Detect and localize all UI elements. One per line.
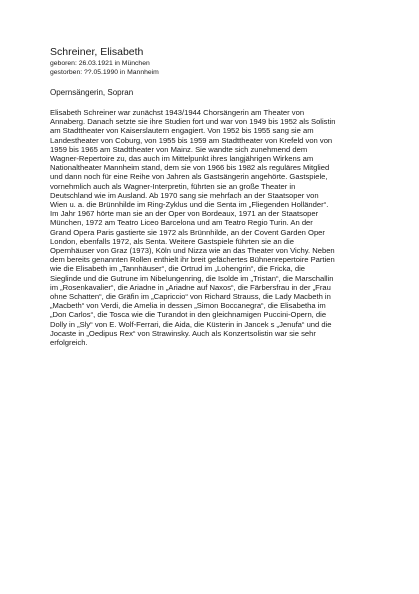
biography-line: 1959 bis 1965 am Stadttheater von Mainz. Sie wandte sich zunehmend dem <box>50 144 308 154</box>
biography-line: „Don Carlos“, die Tosca wie die Turandot in den gleichnamigen Puccini-Opern, die <box>50 310 327 320</box>
biography-line: dem bereits genannten Rollen enthielt ihr breit gefächertes Bühnenrepertoire Partien <box>50 255 335 265</box>
biography-line: und dann noch für eine Reihe von Jahren als Gastsängerin angehörte. Gastspiele, <box>50 172 328 182</box>
biography-line: Nationaltheater Mannheim stand, dem sie von 1966 bis 1982 als reguläres Mitglied <box>50 163 330 173</box>
biography-line: London, ebenfalls 1972, als Senta. Weitere Gastspiele führten sie an die <box>50 236 294 246</box>
biography-line: am Stadttheater von Kaiserslautern engagiert. Von 1952 bis 1955 sang sie am <box>50 126 314 136</box>
biography-text <box>50 108 395 347</box>
biography-line: Annaberg. Danach setzte sie ihre Studien fort und war von 1949 bis 1952 als Solistin <box>50 117 336 127</box>
biography-line: Wien u. a. die Brünnhilde im Ring-Zyklus und die Senta im „Fliegenden Holländer“. <box>50 200 329 210</box>
biography-line: wie die Elisabeth im „Tannhäuser“, die Ortrud im „Lohengrin“, die Fricka, die <box>50 264 306 274</box>
life-dates <box>50 59 159 77</box>
biography-line: Im Jahr 1967 hörte man sie an der Oper von Bordeaux, 1971 an der Staatsoper <box>50 209 319 219</box>
biography-line: München, 1972 am Teatro Liceo Barcelona und am Teatro Regio Turin. An der <box>50 218 313 228</box>
biography-line: Grand Opera Paris gastierte sie 1972 als Brünnhilde, an der Covent Garden Oper <box>50 227 325 237</box>
biography-line: Jocaste in „Oedipus Rex“ von Strawinsky. Auch als Konzertsolistin war sie sehr <box>50 328 316 338</box>
biography-line: Sieglinde und die Gutrune im Nibelungenring, die Isolde im „Tristan“, die Marschallin <box>50 273 334 283</box>
biography-line: Landestheater von Coburg, von 1955 bis 1959 am Stadttheater von Krefeld von von <box>50 135 333 145</box>
biography-line: vornehmlich auch als Wagner-Interpretin, führten sie an große Theater in <box>50 181 296 191</box>
biography-line: Opernhäuser von Graz (1973), Köln und Nizza wie an das Theater von Vichy. Neben <box>50 246 335 256</box>
biography-line: Dolly in „Sly“ von E. Wolf-Ferrari, die Aida, die Küsterin in Jancek s „Jenufa“ und die <box>50 319 332 329</box>
biography-line: Wagner-Repertoire zu, das auch im Mittelpunkt ihres langjährigen Wirkens am <box>50 154 314 164</box>
biography-line: im „Rosenkavalier“, die Ariadne in „Ariadne auf Naxos“, die Färbersfrau in der „Frau <box>50 282 331 292</box>
biography-line: Deutschland wie im Ausland. Ab 1970 sang sie mehrfach an der Staatsoper von <box>50 190 319 200</box>
biography-line: ohne Schatten“, die Gräfin im „Capriccio“ von Richard Strauss, die Lady Macbeth in <box>50 292 331 302</box>
person-name: Schreiner, Elisabeth <box>50 46 144 58</box>
biography-line: erfolgreich. <box>50 338 88 348</box>
birth-date: geboren: 26.03.1921 in München <box>50 60 150 67</box>
biography-line: Elisabeth Schreiner war zunächst 1943/1944 Chorsängerin am Theater von <box>50 108 305 117</box>
biography-line: „Macbeth“ von Verdi, die Amelia in dessen „Simon Boccanegra“, die Elisabetha im <box>50 301 326 311</box>
profession: Opernsängerin, Sopran <box>50 88 134 97</box>
death-date: gestorben: ??.05.1990 in Mannheim <box>50 69 159 76</box>
